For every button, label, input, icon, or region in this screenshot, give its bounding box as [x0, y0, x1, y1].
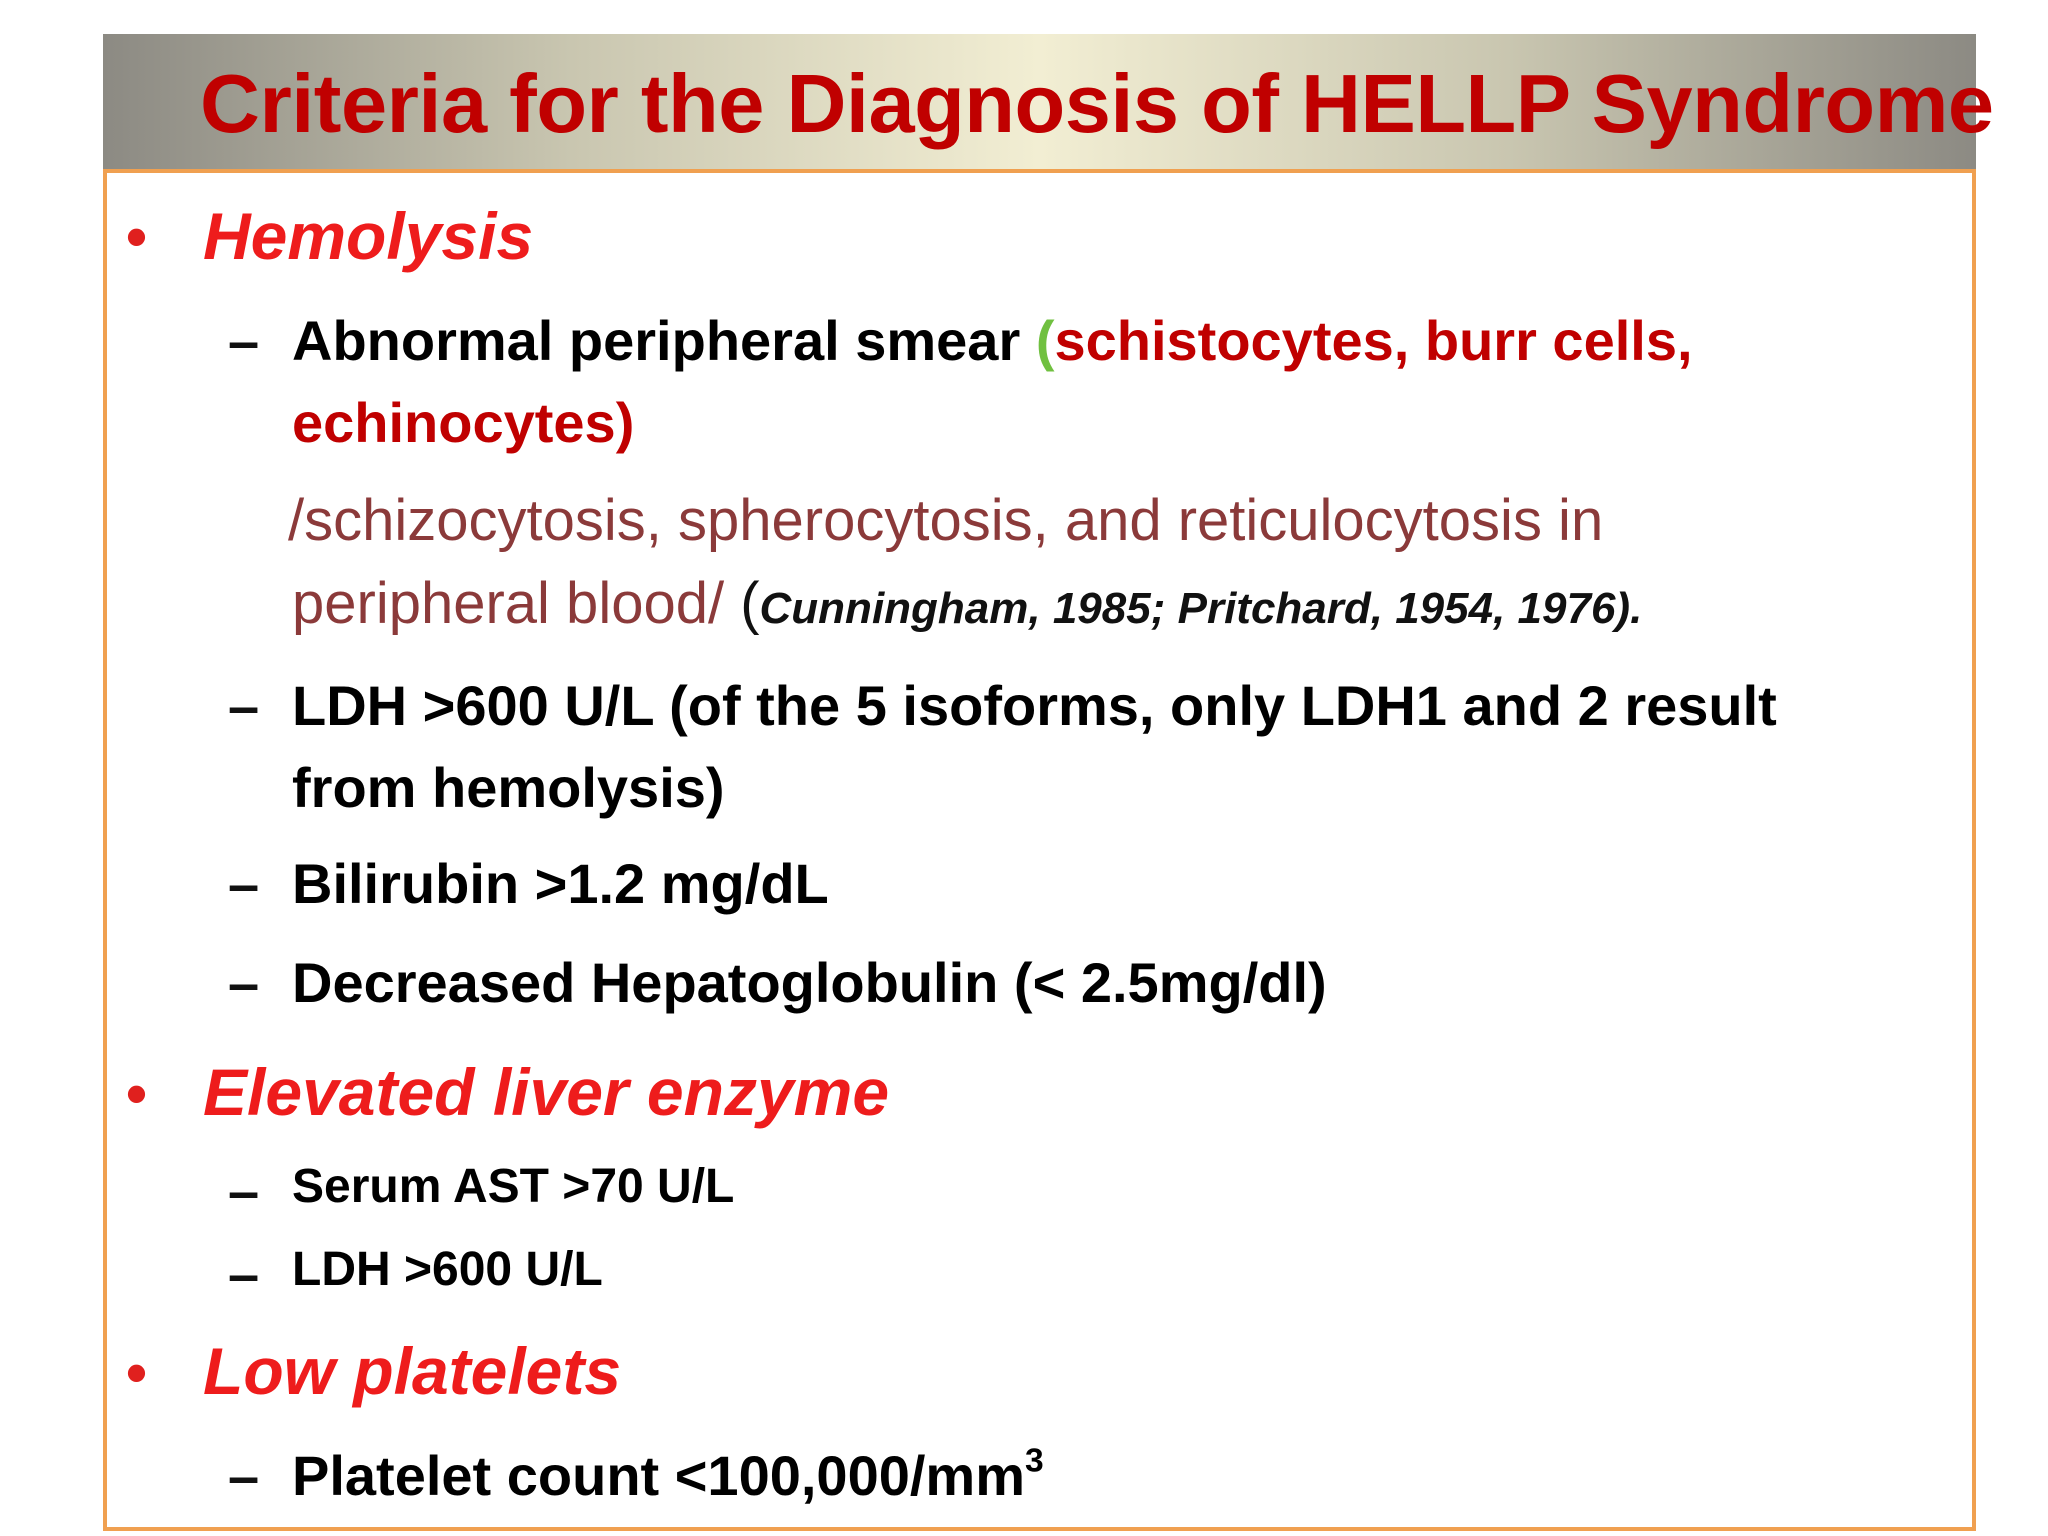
dash-ldh-2: –	[228, 1242, 260, 1305]
heading-platelets: Low platelets	[203, 1334, 622, 1408]
content-box	[103, 169, 1976, 1531]
bullet-platelets: •	[126, 1339, 148, 1406]
smear-red-line1: schistocytes, burr cells,	[1054, 309, 1693, 372]
bullet-hemolysis: •	[126, 203, 148, 270]
dash-smear: –	[228, 309, 260, 372]
item-ast: Serum AST >70 U/L	[292, 1160, 735, 1213]
note-line1: /schizocytosis, spherocytosis, and reticulocytosis in	[288, 488, 1604, 553]
platelet-count-superscript: 3	[1025, 1442, 1044, 1480]
platelet-count-text: Platelet count <100,000/mm	[292, 1444, 1026, 1507]
item-ldh-2: LDH >600 U/L	[292, 1243, 603, 1296]
bullet-liver-enzyme: •	[126, 1060, 148, 1127]
item-smear	[292, 309, 1693, 372]
dash-platelet-count: –	[228, 1444, 260, 1507]
smear-text: Abnormal peripheral smear	[292, 309, 1036, 372]
item-platelet-count	[292, 1442, 1044, 1507]
dash-bilirubin: –	[228, 852, 260, 915]
slide-title: Criteria for the Diagnosis of HELLP Syndrome	[200, 57, 1994, 150]
note-citation: Cunningham, 1985; Pritchard, 1954, 1976).	[759, 584, 1643, 633]
note-line2	[292, 571, 1643, 636]
item-bilirubin: Bilirubin >1.2 mg/dL	[292, 852, 829, 915]
dash-hepatoglobulin: –	[228, 951, 260, 1014]
smear-red-line2: echinocytes)	[292, 391, 635, 454]
item-hepatoglobulin: Decreased Hepatoglobulin (< 2.5mg/dl)	[292, 951, 1327, 1014]
note-paren: (	[740, 571, 760, 636]
heading-hemolysis: Hemolysis	[203, 199, 534, 273]
item-ldh-line1: LDH >600 U/L (of the 5 isoforms, only LDH1 and 2 result	[292, 674, 1777, 737]
dash-ldh: –	[228, 674, 260, 737]
dash-ast: –	[228, 1159, 260, 1222]
heading-liver-enzyme: Elevated liver enzyme	[203, 1055, 890, 1129]
smear-paren: (	[1035, 309, 1055, 372]
item-ldh-line2: from hemolysis)	[292, 756, 725, 819]
note-line2-text: peripheral blood/	[292, 571, 741, 636]
